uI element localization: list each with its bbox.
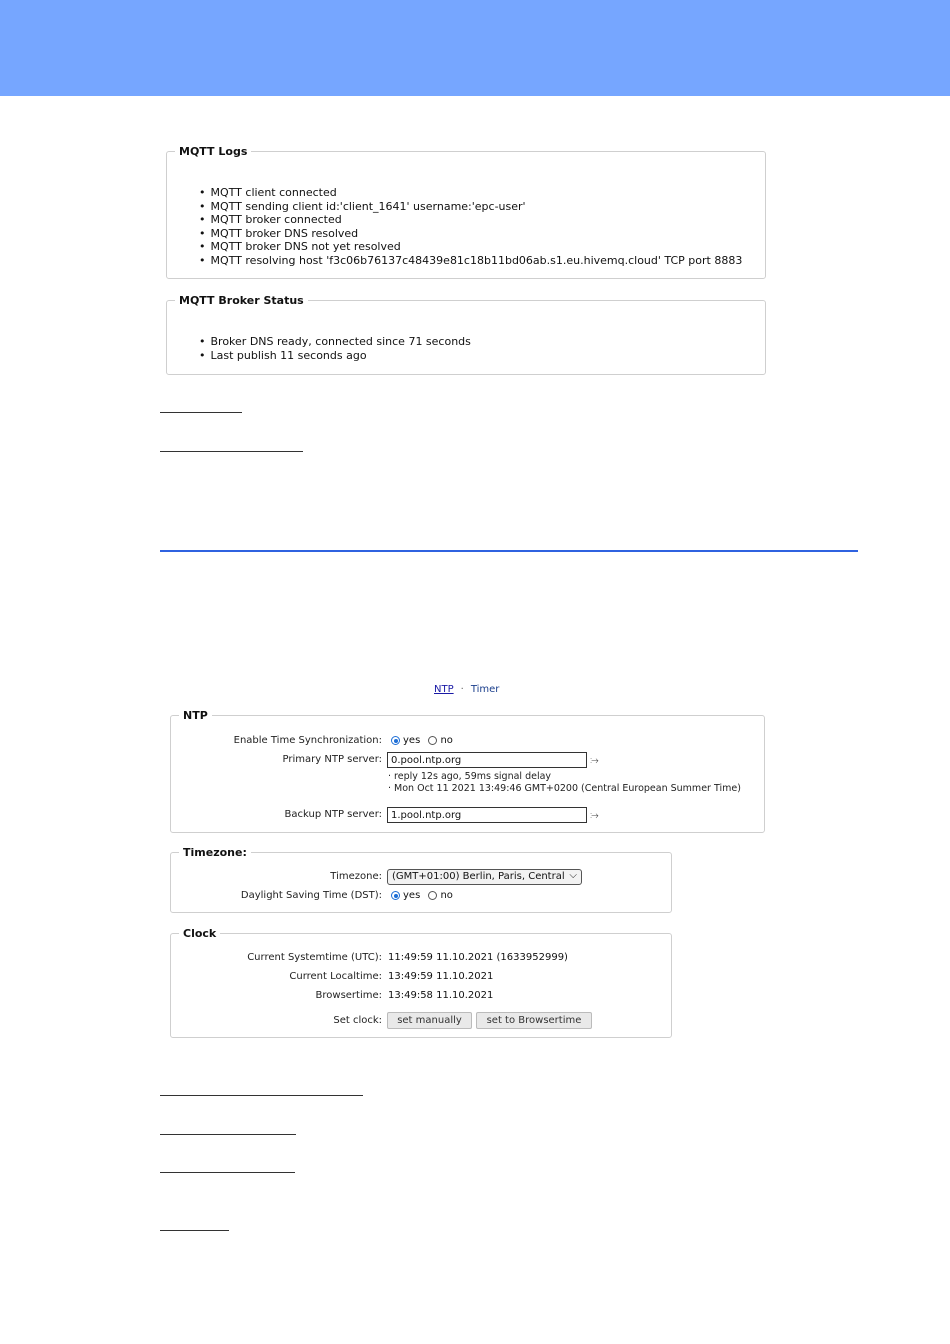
timezone-label: Timezone:	[330, 871, 382, 882]
list-item: • Last publish 11 seconds ago	[199, 349, 471, 363]
tab-separator: ·	[460, 684, 464, 695]
browsertime-value: 13:49:58 11.10.2021	[388, 990, 494, 1001]
primary-ntp-input[interactable]	[387, 752, 587, 768]
mqtt-logs-list	[199, 186, 742, 267]
dst-radios	[391, 890, 453, 901]
timezone-title: Timezone:	[183, 846, 247, 859]
list-item: • MQTT broker DNS not yet resolved	[199, 240, 742, 254]
ntp-time-note: · Mon Oct 11 2021 13:49:46 GMT+0200 (Central European Summer Time)	[388, 783, 741, 794]
set-clock-label: Set clock:	[333, 1015, 382, 1026]
rule-line	[160, 1172, 295, 1173]
timezone-selected: (GMT+01:00) Berlin, Paris, Central	[392, 871, 565, 882]
list-item: • MQTT resolving host 'f3c06b76137c48439e81c18b11bd06ab.s1.eu.hivemq.cloud' TCP port 8883	[199, 254, 742, 268]
radio-yes-label: yes	[403, 735, 421, 746]
ntp-reply-note: · reply 12s ago, 59ms signal delay	[388, 771, 552, 782]
mqtt-logs-title: MQTT Logs	[179, 145, 248, 158]
list-item: • MQTT sending client id:'client_1641' username:'epc-user'	[199, 200, 742, 214]
rule-line	[160, 451, 303, 452]
rss-icon[interactable]: ⧴	[590, 811, 599, 821]
radio-no[interactable]	[428, 891, 437, 900]
tab-bar	[434, 684, 499, 695]
header-banner	[0, 0, 950, 96]
rule-line	[160, 1134, 296, 1135]
radio-yes[interactable]	[391, 891, 400, 900]
rule-line	[160, 1230, 229, 1231]
list-item: • MQTT broker connected	[199, 213, 742, 227]
browsertime-label: Browsertime:	[315, 990, 382, 1001]
radio-yes-label: yes	[403, 890, 421, 901]
list-item: • MQTT client connected	[199, 186, 742, 200]
list-item: • Broker DNS ready, connected since 71 seconds	[199, 335, 471, 349]
radio-no-label: no	[440, 735, 453, 746]
radio-no-label: no	[440, 890, 453, 901]
timezone-select[interactable]	[387, 869, 582, 885]
broker-status-list	[199, 335, 471, 362]
ntp-title: NTP	[183, 709, 208, 722]
rss-icon[interactable]: ⧴	[590, 756, 599, 766]
section-divider	[160, 550, 858, 552]
rule-line	[160, 1095, 363, 1096]
tab-ntp[interactable]: NTP	[434, 684, 454, 695]
systemtime-value: 11:49:59 11.10.2021 (1633952999)	[388, 952, 568, 963]
systemtime-label: Current Systemtime (UTC):	[247, 952, 382, 963]
primary-ntp-label: Primary NTP server:	[282, 754, 382, 765]
localtime-value: 13:49:59 11.10.2021	[388, 971, 494, 982]
backup-ntp-label: Backup NTP server:	[284, 809, 382, 820]
set-manually-button[interactable]: set manually	[387, 1012, 472, 1029]
clock-title: Clock	[183, 927, 217, 940]
rule-line	[160, 412, 242, 413]
enable-sync-label: Enable Time Synchronization:	[233, 735, 382, 746]
dst-label: Daylight Saving Time (DST):	[240, 890, 382, 901]
set-browsertime-button[interactable]: set to Browsertime	[476, 1012, 592, 1029]
localtime-label: Current Localtime:	[289, 971, 382, 982]
radio-no[interactable]	[428, 736, 437, 745]
radio-yes[interactable]	[391, 736, 400, 745]
chevron-down-icon: ⌵	[569, 870, 577, 881]
enable-sync-radios	[391, 735, 453, 746]
broker-status-title: MQTT Broker Status	[179, 294, 304, 307]
broker-status-panel	[166, 294, 766, 375]
tab-timer[interactable]: Timer	[470, 684, 500, 695]
list-item: • MQTT broker DNS resolved	[199, 227, 742, 241]
backup-ntp-input[interactable]	[387, 807, 587, 823]
mqtt-logs-panel	[166, 145, 766, 279]
